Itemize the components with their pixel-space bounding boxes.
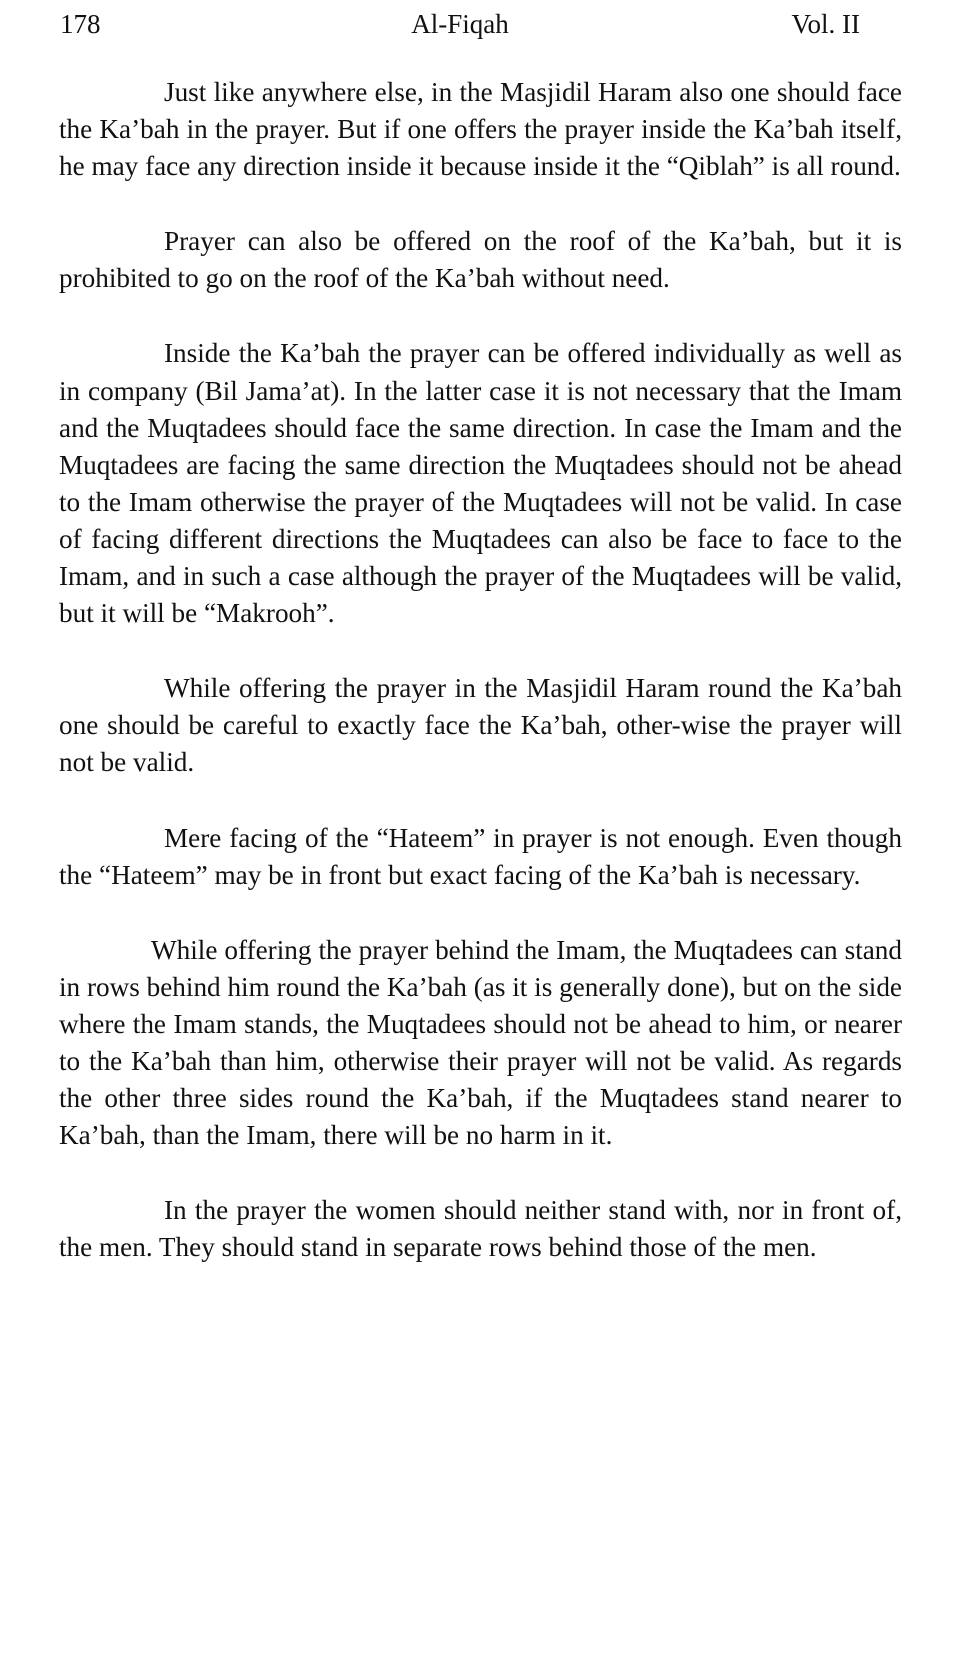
running-header bbox=[60, 4, 860, 44]
paragraph: Inside the Ka’bah the prayer can be offered individually as well as in company (Bil Jama’at). In the latter case it is not necessary that the Imam and the Muqtadees should face the same direction. In case the Imam and the Muqtadees are facing the same direction the Muqtadees should not be ahead to the Imam otherwise the prayer of the Muqtadees will not be valid. In case of facing different directions the Muqtadees can also be face to face to the Imam, and in such a case although the prayer of the Muqtadees will be valid, but it will be “Makrooh”. bbox=[59, 338, 902, 629]
paragraph: Mere facing of the “Hateem” in prayer is not enough. Even though the “Hateem” may be in front but exact facing of the Ka’bah is necessary. bbox=[59, 822, 902, 890]
paragraph: Prayer can also be offered on the roof of the Ka’bah, but it is prohibited to go on the roof of the Ka’bah without need. bbox=[59, 226, 902, 294]
paragraph: While offering the prayer in the Masjidil Haram round the Ka’bah one should be careful to exactly face the Ka’bah, other-wise the prayer will not be valid. bbox=[59, 673, 902, 778]
paragraph: In the prayer the women should neither stand with, nor in front of, the men. They should stand in separate rows behind those of the men. bbox=[59, 1195, 902, 1263]
body-text bbox=[59, 74, 902, 1266]
page-number: 178 bbox=[60, 9, 101, 39]
paragraph: Just like anywhere else, in the Masjidil Haram also one should face the Ka’bah in the prayer. But if one offers the prayer inside the Ka’bah itself, he may face any direction inside it because inside it the “Qiblah” is all round. bbox=[59, 77, 902, 182]
paragraph: While offering the prayer behind the Imam, the Muqtadees can stand in rows behind him round the Ka’bah (as it is generally done), but on the side where the Imam stands, the Muqtadees should not be ahead to him, or nearer to the Ka’bah than him, otherwise their prayer will not be valid. As regards the other three sides round the Ka’bah, if the Muqtadees stand nearer to Ka’bah, than the Imam, there will be no harm in it. bbox=[59, 934, 902, 1151]
book-title: Al-Fiqah bbox=[411, 9, 509, 39]
volume-label: Vol. II bbox=[791, 9, 860, 39]
